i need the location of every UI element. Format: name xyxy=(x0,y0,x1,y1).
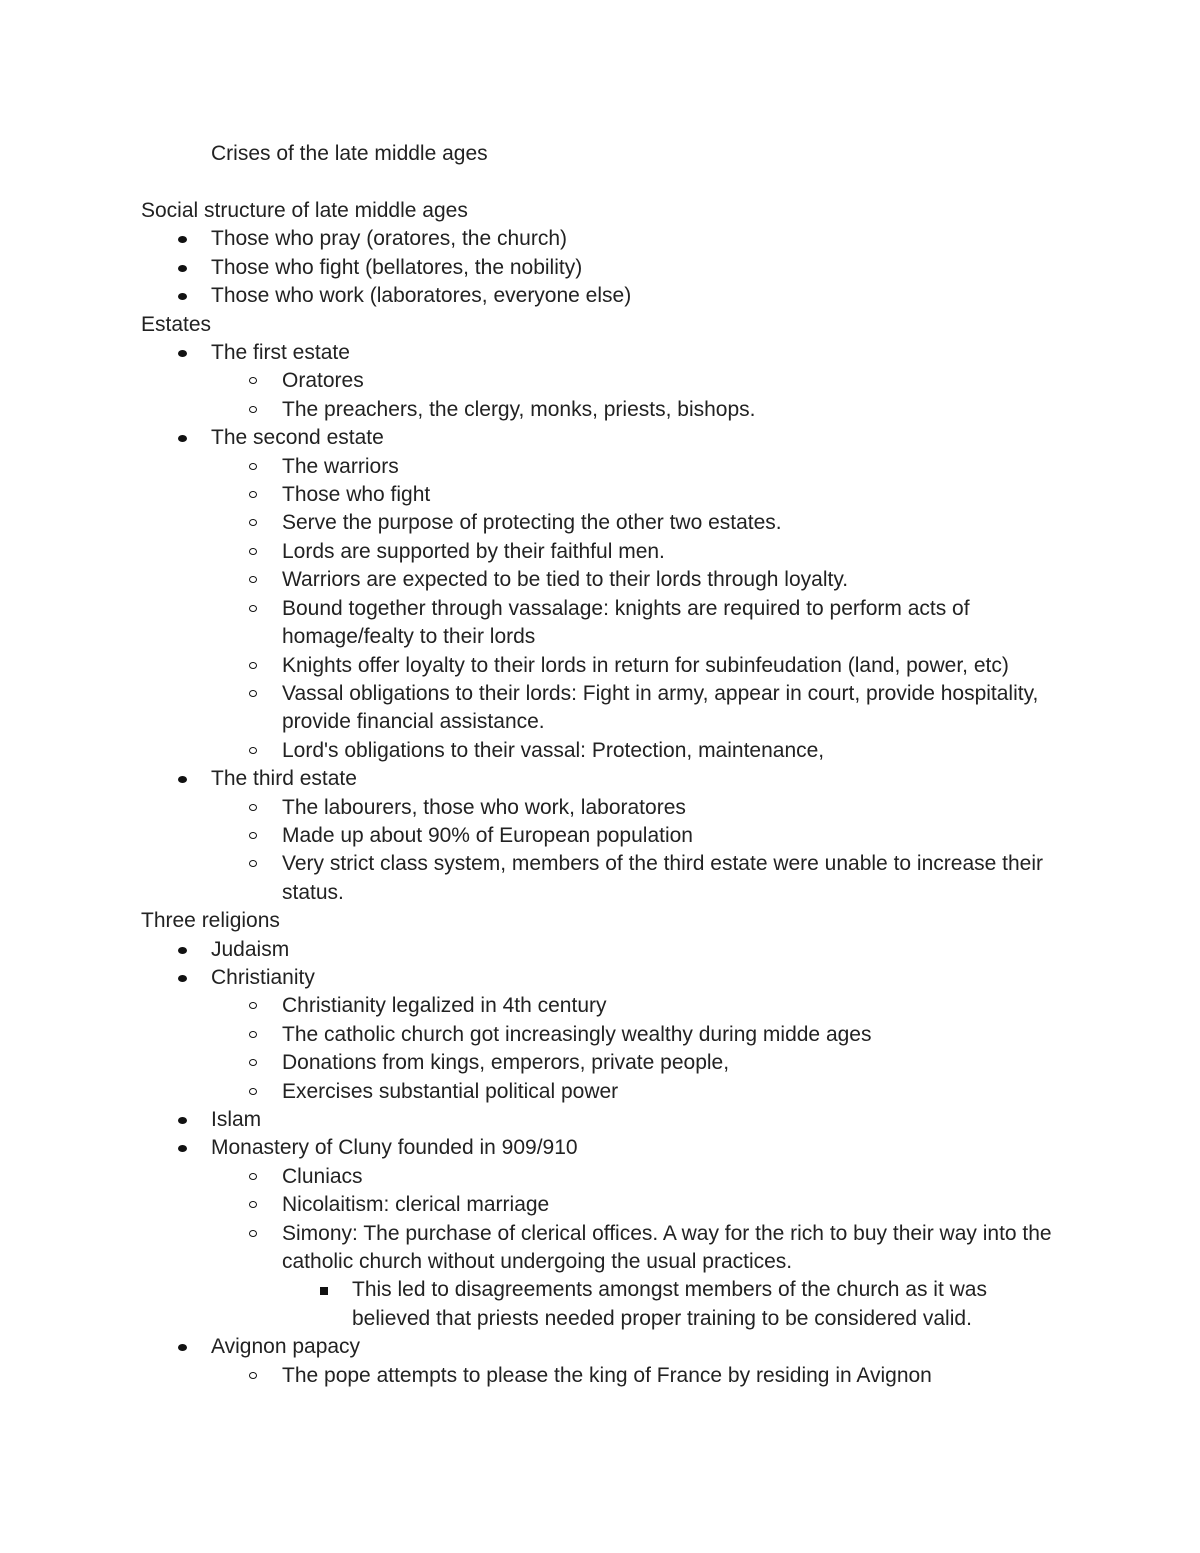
bullet-item xyxy=(141,964,1061,992)
bullet-circle-icon xyxy=(249,690,257,697)
sub-bullet-item xyxy=(141,367,1061,395)
line-text: Lords are supported by their faithful men. xyxy=(282,539,665,563)
section-heading xyxy=(141,311,1061,339)
sub-bullet-item xyxy=(141,453,1061,481)
sub-bullet-item xyxy=(141,652,1061,680)
sub-bullet-item xyxy=(141,481,1061,509)
sub-bullet-item xyxy=(141,1049,1061,1077)
sub-bullet-item xyxy=(141,538,1061,566)
line-text: Judaism xyxy=(211,937,290,961)
section-heading xyxy=(141,907,1061,935)
line-text: Oratores xyxy=(282,369,364,393)
line-text: The labourers, those who work, laboratores xyxy=(282,795,686,819)
bullet-circle-icon xyxy=(249,832,257,839)
line-text: The third estate xyxy=(211,767,357,791)
line-text: Those who fight xyxy=(282,483,431,507)
sub-bullet-item xyxy=(141,1021,1061,1049)
sub-bullet-item xyxy=(141,1163,1061,1191)
line-text: The preachers, the clergy, monks, priests, bishops. xyxy=(282,397,756,421)
line-text: The second estate xyxy=(211,426,384,450)
bullet-dot-icon xyxy=(178,265,187,272)
line-text: Islam xyxy=(211,1108,262,1131)
bullet-dot-icon xyxy=(178,1344,187,1351)
line-text: Those who pray (oratores, the church) xyxy=(211,227,567,251)
bullet-item xyxy=(141,1333,1061,1361)
line-text: Made up about 90% of European population xyxy=(282,823,693,847)
section-heading xyxy=(141,197,1061,225)
sub-bullet-item xyxy=(141,850,1061,907)
sub-bullet-item xyxy=(141,1191,1061,1219)
line-text: The catholic church got increasingly wealthy during midde ages xyxy=(282,1022,872,1046)
line-text: Monastery of Cluny founded in 909/910 xyxy=(211,1136,578,1160)
bullet-square-icon xyxy=(320,1287,328,1295)
line-text: Social structure of late middle ages xyxy=(141,199,468,222)
line-text: Vassal obligations to their lords: Fight in army, appear in court, provide hospitality, provide financial assistance. xyxy=(282,681,1039,734)
bullet-item xyxy=(141,225,1061,253)
bullet-circle-icon xyxy=(249,1372,257,1379)
bullet-circle-icon xyxy=(249,491,257,498)
bullet-circle-icon xyxy=(249,662,257,669)
bullet-item xyxy=(141,282,1061,310)
bullet-circle-icon xyxy=(249,1031,257,1038)
line-text: Very strict class system, members of the third estate were unable to increase their status. xyxy=(282,852,1043,904)
document-body xyxy=(141,197,1061,1390)
bullet-dot-icon xyxy=(178,975,187,982)
bullet-circle-icon xyxy=(249,1230,257,1237)
line-text: Christianity legalized in 4th century xyxy=(282,994,607,1018)
bullet-item xyxy=(141,254,1061,282)
bullet-circle-icon xyxy=(249,548,257,555)
bullet-circle-icon xyxy=(249,804,257,811)
line-text: The pope attempts to please the king of France by residing in Avignon xyxy=(282,1363,932,1387)
bullet-dot-icon xyxy=(178,1117,187,1124)
bullet-circle-icon xyxy=(249,406,257,413)
bullet-circle-icon xyxy=(249,1088,257,1095)
sub-bullet-item xyxy=(141,595,1061,652)
bullet-circle-icon xyxy=(249,377,257,384)
line-text: Avignon papacy xyxy=(211,1335,361,1359)
bullet-circle-icon xyxy=(249,1059,257,1066)
document-title: Crises of the late middle ages xyxy=(211,142,488,165)
sub-bullet-item xyxy=(141,794,1061,822)
line-text: The warriors xyxy=(282,454,399,478)
sub-bullet-item xyxy=(141,396,1061,424)
sub-bullet-item xyxy=(141,992,1061,1020)
line-text: Those who work (laboratores, everyone else) xyxy=(211,284,632,308)
bullet-circle-icon xyxy=(249,576,257,583)
sub-bullet-item xyxy=(141,509,1061,537)
bullet-item xyxy=(141,424,1061,452)
sub-bullet-item xyxy=(141,680,1061,737)
line-text: Lord's obligations to their vassal: Protection, maintenance, xyxy=(282,738,825,762)
bullet-item xyxy=(141,936,1061,964)
line-text: Donations from kings, emperors, private people, xyxy=(282,1051,730,1075)
sub-bullet-item xyxy=(141,1362,1061,1390)
line-text: Serve the purpose of protecting the other two estates. xyxy=(282,511,782,535)
line-text: Knights offer loyalty to their lords in return for subinfeudation (land, power, etc) xyxy=(282,653,1009,677)
bullet-dot-icon xyxy=(178,293,187,300)
bullet-circle-icon xyxy=(249,605,257,612)
sub-bullet-item xyxy=(141,1078,1061,1106)
sub-bullet-item xyxy=(141,822,1061,850)
bullet-circle-icon xyxy=(249,463,257,470)
line-text: Warriors are expected to be tied to their lords through loyalty. xyxy=(282,568,849,592)
line-text: Estates xyxy=(141,312,212,336)
sub-bullet-item xyxy=(141,737,1061,765)
line-text: Exercises substantial political power xyxy=(282,1079,619,1103)
bullet-item xyxy=(141,1106,1061,1134)
line-text: Cluniacs xyxy=(282,1164,363,1188)
bullet-dot-icon xyxy=(178,947,187,954)
bullet-dot-icon xyxy=(178,435,187,442)
bullet-circle-icon xyxy=(249,1201,257,1208)
bullet-dot-icon xyxy=(178,776,187,783)
line-text: Three religions xyxy=(141,909,280,933)
bullet-circle-icon xyxy=(249,747,257,754)
bullet-dot-icon xyxy=(178,236,187,243)
line-text: This led to disagreements amongst members of the church as it was believed that priests needed proper training to be considered valid. xyxy=(352,1278,987,1330)
line-text: Those who fight (bellatores, the nobility) xyxy=(211,255,583,279)
bullet-circle-icon xyxy=(249,1002,257,1009)
bullet-circle-icon xyxy=(249,1173,257,1180)
bullet-circle-icon xyxy=(249,860,257,867)
bullet-circle-icon xyxy=(249,519,257,526)
bullet-item xyxy=(141,1134,1061,1162)
line-text: Simony: The purchase of clerical offices. A way for the rich to buy their way into the catholic church without undergoing the usual practices. xyxy=(282,1221,1052,1274)
sub-bullet-item xyxy=(141,566,1061,594)
line-text: Bound together through vassalage: knights are required to perform acts of homage/fealty to their lords xyxy=(282,596,970,649)
line-text: Nicolaitism: clerical marriage xyxy=(282,1193,550,1217)
sub-bullet-item xyxy=(141,1220,1061,1277)
bullet-dot-icon xyxy=(178,350,187,357)
line-text: The first estate xyxy=(211,341,350,365)
line-text: Christianity xyxy=(211,965,315,989)
bullet-item xyxy=(141,765,1061,793)
bullet-item xyxy=(141,339,1061,367)
bullet-dot-icon xyxy=(178,1145,187,1152)
sub-sub-bullet-item xyxy=(141,1276,1061,1333)
